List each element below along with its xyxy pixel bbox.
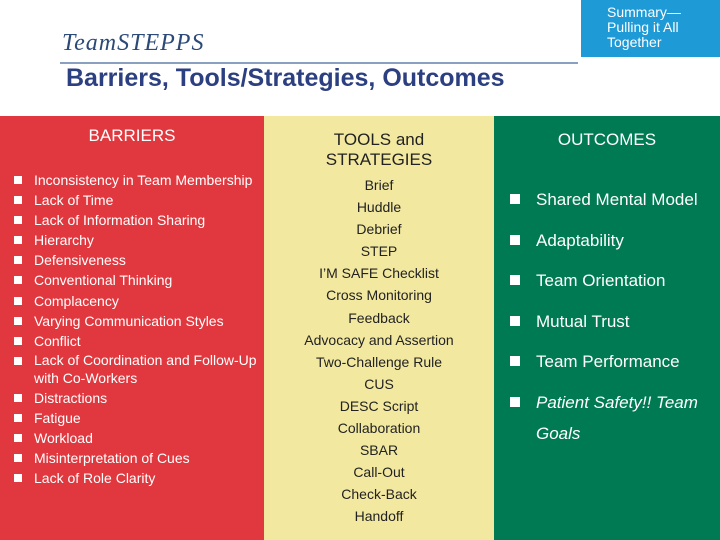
slide-title: Barriers, Tools/Strategies, Outcomes (66, 64, 505, 92)
square-bullet-icon (14, 394, 22, 402)
list-item: Complacency (14, 291, 262, 311)
list-item: Distractions (14, 388, 262, 408)
square-bullet-icon (14, 176, 22, 184)
square-bullet-icon (14, 474, 22, 482)
outcomes-list (510, 184, 720, 458)
barriers-column (0, 116, 264, 540)
list-item: Debrief (356, 221, 402, 238)
square-bullet-icon (14, 414, 22, 422)
tools-list (264, 174, 494, 528)
square-bullet-icon (14, 454, 22, 462)
list-item: Patient Safety!! Team Goals (510, 387, 720, 449)
teamstepps-logo: TeamSTEPPS (62, 30, 205, 56)
square-bullet-icon (510, 316, 520, 326)
list-item: Adaptability (510, 225, 720, 256)
square-bullet-icon (14, 256, 22, 264)
list-item: Brief (364, 177, 394, 193)
list-item: Advocacy and Assertion (304, 331, 454, 348)
list-item: Team Orientation (510, 265, 720, 296)
list-item: Conventional Thinking (14, 270, 262, 290)
outcomes-column (494, 116, 720, 540)
list-item: Call-Out (353, 464, 405, 481)
badge-text: Summary— Pulling it All Together (607, 4, 681, 50)
square-bullet-icon (14, 434, 22, 442)
list-item: Mutual Trust (510, 306, 720, 337)
list-item: Handoff (354, 508, 404, 525)
list-item: Lack of Time (14, 190, 262, 210)
square-bullet-icon (14, 216, 22, 224)
square-bullet-icon (510, 235, 520, 245)
list-item: Two-Challenge Rule (315, 353, 443, 370)
list-item: Inconsistency in Team Membership (14, 170, 262, 190)
outcomes-heading: OUTCOMES (557, 130, 657, 149)
list-item: Lack of Coordination and Follow-Up with Co-Workers (14, 351, 262, 388)
tools-column (264, 116, 494, 540)
list-item: Lack of Information Sharing (14, 210, 262, 230)
list-item: I’M SAFE Checklist (319, 265, 439, 282)
square-bullet-icon (14, 196, 22, 204)
list-item: Feedback (348, 309, 410, 326)
list-item: Collaboration (337, 420, 421, 437)
list-item: Workload (14, 428, 262, 448)
tools-heading: TOOLS and STRATEGIES (325, 130, 433, 169)
list-item: Conflict (14, 331, 262, 351)
list-item: Fatigue (14, 408, 262, 428)
list-item: Hierarchy (14, 230, 262, 250)
list-item: Varying Communication Styles (14, 311, 262, 331)
list-item: Misinterpretation of Cues (14, 448, 262, 468)
list-item: Lack of Role Clarity (14, 468, 262, 488)
square-bullet-icon (510, 194, 520, 204)
list-item: Shared Mental Model (510, 184, 720, 215)
list-item: CUS (364, 375, 394, 392)
square-bullet-icon (14, 337, 22, 345)
section-badge (581, 0, 720, 57)
square-bullet-icon (510, 356, 520, 366)
list-item: STEP (360, 243, 398, 260)
barriers-heading: BARRIERS (88, 126, 176, 145)
square-bullet-icon (510, 397, 520, 407)
list-item: Team Performance (510, 346, 720, 377)
list-item: DESC Script (339, 397, 419, 414)
square-bullet-icon (14, 297, 22, 305)
square-bullet-icon (14, 317, 22, 325)
square-bullet-icon (14, 357, 22, 365)
list-item: SBAR (359, 442, 399, 459)
list-item: Huddle (356, 199, 402, 216)
list-item: Cross Monitoring (326, 287, 432, 304)
square-bullet-icon (510, 275, 520, 285)
square-bullet-icon (14, 276, 22, 284)
list-item: Defensiveness (14, 250, 262, 270)
barriers-list (14, 170, 262, 488)
list-item: Check-Back (341, 486, 417, 503)
square-bullet-icon (14, 236, 22, 244)
